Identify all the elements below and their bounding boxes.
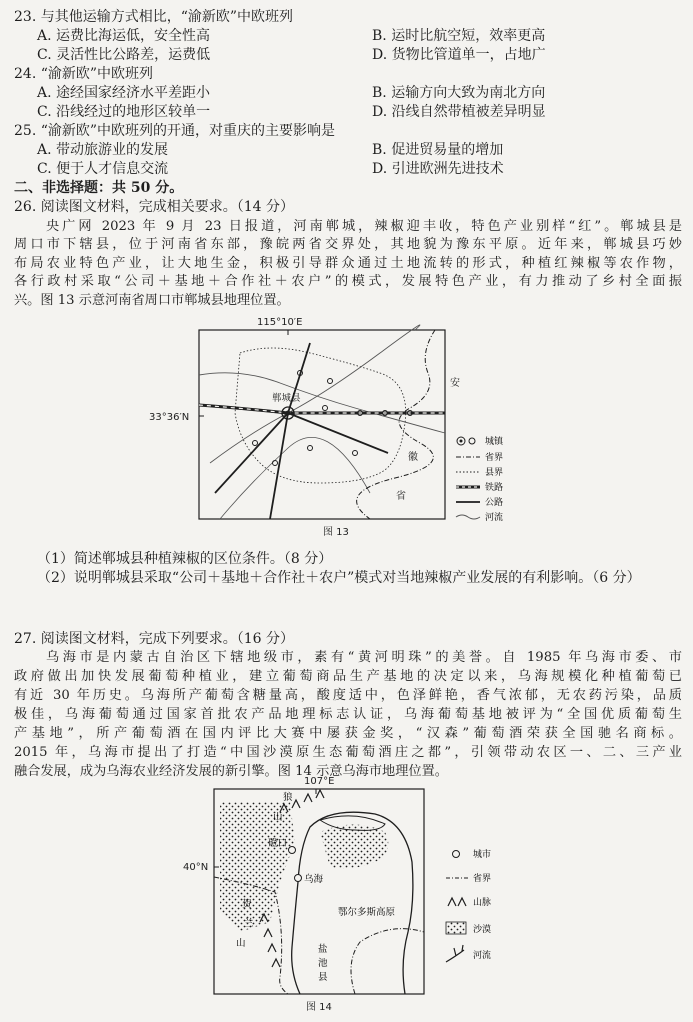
q24-option-a: A. 途经国家经济水平差距小	[37, 85, 211, 101]
q25-stem: 25. “渝新欧”中欧班列的开通，对重庆的主要影响是	[14, 123, 336, 139]
province-border	[351, 929, 424, 994]
q25-option-d: D. 引进欧洲先进技术	[372, 161, 504, 177]
label-wuhai: 乌海	[304, 874, 324, 885]
q27-paragraph-line: 乌海市是内蒙古自治区下辖地级市，素有“黄河明珠”的美誉。自 1985 年乌海市委、市	[46, 650, 682, 665]
figure-14-caption: 图 14	[306, 1002, 332, 1013]
q26-sub-question-2: （2）说明郸城县采取“公司＋基地＋合作社＋农户”模式对当地辣椒产业发展的有利影响。（6 分）	[37, 570, 641, 586]
q24-option-d: D. 沿线自然带植被差异明显	[372, 104, 546, 120]
map-frame	[199, 330, 445, 519]
river	[210, 325, 420, 463]
legend-city: 城市	[473, 850, 492, 860]
figure-14-map	[180, 772, 520, 1018]
q26-paragraph-line: 布局农业特色产业，让大地生金，积极引导群众通过土地流转的形式，种植红辣椒等农作物，	[14, 256, 682, 271]
q24-stem: 24. “渝新欧”中欧班列	[14, 66, 154, 82]
q27-paragraph-line: 融合发展，成为乌海农业经济发展的新引擎。图 14 示意乌海市地理位置。	[14, 764, 448, 779]
q27-stem: 27. 阅读图文材料，完成下列要求。（16 分）	[14, 631, 294, 647]
q26-paragraph-line: 周口市下辖县，位于河南省东部，豫皖两省交界处，其地貌为豫东平原。近年来，郸城县巧妙	[14, 237, 682, 252]
q23-option-c: C. 灵活性比公路差，运费低	[37, 47, 211, 63]
q23-option-b: B. 运时比航空短，效率更高	[372, 28, 546, 44]
q26-stem: 26. 阅读图文材料，完成相关要求。（14 分）	[14, 199, 294, 215]
figure-13-map	[149, 313, 530, 540]
q23-option-d: D. 货物比管道单一，占地广	[372, 47, 546, 63]
river	[220, 437, 370, 519]
latitude-label: 33°36′N	[149, 412, 190, 423]
q27-paragraph-line: 政府做出加快发展葡萄种植业，建立葡萄商品生产基地的决定以来，乌海规模化种植葡萄已	[14, 669, 682, 684]
q26-sub-question-1: （1）简述郸城县种植辣椒的区位条件。（8 分）	[37, 551, 333, 567]
label-shan2: 山	[236, 938, 246, 949]
county-seat-dot	[286, 411, 291, 416]
highway	[288, 413, 388, 453]
legend-province: 省界	[485, 453, 504, 463]
desert-east	[320, 825, 388, 869]
q27-paragraph-line: 极佳，乌海葡萄通过国家首批农产品地理标志认证，乌海葡萄基地被评为“全国优质葡萄生	[14, 707, 682, 722]
section-heading: 二、非选择题：共 50 分。	[14, 180, 184, 196]
q26-paragraph-line: 兴。图 13 示意河南省周口市郸城县地理位置。	[14, 293, 290, 308]
label-dengkou: 磴口	[268, 838, 288, 849]
label-he: 贺	[242, 899, 252, 910]
city-dengkou	[289, 847, 296, 854]
q26-paragraph-line: 各行政村采取“公司＋基地＋合作社＋农户”的模式，发展特色产业，有力推动了乡村全面振	[14, 274, 682, 289]
towns	[253, 371, 413, 466]
latitude-label: 40°N	[183, 862, 209, 873]
q23-option-a: A. 运费比海运低，安全性高	[37, 28, 211, 44]
legend-county: 县界	[485, 468, 504, 478]
q27-paragraph-line: 有近 30 年历史。乌海所产葡萄含糖量高，酸度适中，色泽鲜艳，香气浓郁，无农药污染，品质	[14, 688, 682, 703]
q23-stem: 23. 与其他运输方式相比，“渝新欧”中欧班列	[14, 9, 294, 25]
longitude-label: 115°10′E	[257, 317, 303, 328]
legend-railway: 铁路	[485, 483, 504, 493]
legend-river: 河流	[473, 951, 492, 961]
anhui-label-2: 徽	[408, 452, 418, 463]
figure-13-caption: 图 13	[323, 527, 349, 538]
label-lan: 兰	[244, 918, 254, 929]
q26-paragraph-line: 央广网 2023 年 9 月 23 日报道，河南郸城，辣椒迎丰收，特色产业别样“红”。郸城县是	[46, 219, 682, 234]
q24-option-b: B. 运输方向大致为南北方向	[372, 85, 546, 101]
label-yanchi-1: 盐	[318, 944, 328, 955]
legend-highway: 公路	[485, 498, 504, 508]
label-yanchi-2: 池	[318, 958, 328, 969]
q25-option-c: C. 便于人才信息交流	[37, 161, 169, 177]
q27-paragraph-line: 2015 年，乌海市提出了打造“中国沙漠原生态葡萄酒庄之都”，引领带动农区一、二、三产业	[14, 745, 682, 760]
county-name: 郸城县	[272, 393, 301, 404]
anhui-label-3: 省	[396, 491, 406, 502]
label-yanchi-3: 县	[318, 972, 328, 983]
legend-river: 河流	[485, 513, 504, 523]
label-plateau: 鄂尔多斯高原	[338, 907, 396, 918]
legend-desert: 沙漠	[473, 925, 492, 935]
q25-option-b: B. 促进贸易量的增加	[372, 142, 504, 158]
label-shan: 山	[273, 812, 283, 823]
legend-town: 城镇	[485, 437, 504, 447]
legend-mountain: 山脉	[473, 898, 492, 908]
q24-option-c: C. 沿线经过的地形区较单一	[37, 104, 211, 120]
legend-province: 省界	[473, 874, 492, 884]
desert-west	[220, 802, 295, 932]
map-legend	[456, 435, 504, 523]
longitude-label: 107°E	[304, 776, 335, 787]
label-lang: 狼	[283, 792, 293, 803]
q27-paragraph-line: 产基地”，所产葡萄酒在国内评比大赛中屡获金奖，“汉森”葡萄酒荣获全国驰名商标。	[14, 726, 682, 741]
anhui-label-1: 安	[450, 378, 460, 389]
q25-option-a: A. 带动旅游业的发展	[37, 142, 169, 158]
city-wuhai	[295, 875, 302, 882]
map-legend	[446, 848, 491, 962]
